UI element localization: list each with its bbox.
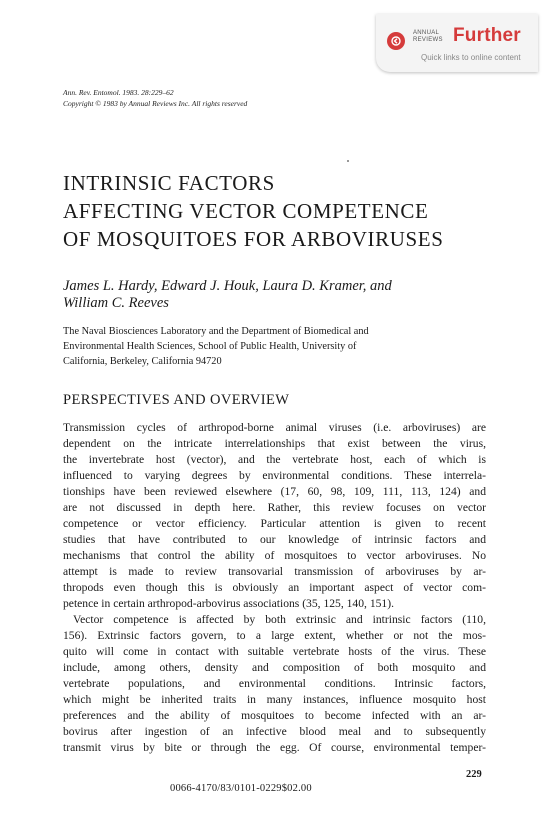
body-line: include, among others, density and composition of both mosquito and xyxy=(63,661,486,674)
body-line: thropods even though this is obviously an important aspect of vector com- xyxy=(63,581,486,594)
article-title xyxy=(63,169,444,253)
body-line: bovirus after ingestion of an infective blood meal and to subsequently xyxy=(63,725,486,738)
title-line: OF MOSQUITOES FOR ARBOVIRUSES xyxy=(63,227,444,251)
body-line: tionships have been reviewed elsewhere (17, 60, 98, 109, 111, 113, 124) and xyxy=(63,485,486,498)
body-line: influenced to varying degrees by environmental conditions. These interrela- xyxy=(63,469,486,482)
annual-reviews-logo xyxy=(413,30,443,44)
body-line: competence or vector efficiency. Particular attention is given to recent xyxy=(63,517,486,530)
body-line: petence in certain arthropod-arbovirus associations (35, 125, 140, 151). xyxy=(63,597,394,610)
authors-line: William C. Reeves xyxy=(63,295,169,311)
body-line: mechanisms that control the ability of mosquitoes to vector arboviruses. No xyxy=(63,549,486,562)
body-line: Transmission cycles of arthropod-borne animal viruses (i.e. arboviruses) are xyxy=(63,421,486,434)
body-line: are not discussed in depth here. Rather, this review focuses on vector xyxy=(63,501,486,514)
annual-text: ANNUAL xyxy=(413,30,440,36)
page-number: 229 xyxy=(466,769,482,780)
further-icon xyxy=(387,32,405,50)
price-code: 0066-4170/83/0101-0229$02.00 xyxy=(170,783,312,794)
body-line: studies that have contributed to our knowledge of intrinsic factors and xyxy=(63,533,486,546)
body-line: preferences and the ability of mosquitoes to become infected with an ar- xyxy=(63,709,486,722)
affiliation-line: California, Berkeley, California 94720 xyxy=(63,356,222,367)
body-line: transmit virus by bite or through the egg. Of course, environmental temper- xyxy=(63,741,486,754)
citation xyxy=(63,87,247,109)
body-line: attempt is made to review transovarial transmission of arboviruses by ar- xyxy=(63,565,486,578)
citation-line: Ann. Rev. Entomol. 1983. 28:229–62 xyxy=(63,88,174,97)
affiliation-line: The Naval Biosciences Laboratory and the Department of Biomedical and xyxy=(63,326,369,337)
further-links-banner[interactable] xyxy=(376,14,538,72)
title-line: AFFECTING VECTOR COMPETENCE xyxy=(63,199,429,223)
body-line: 156). Extrinsic factors govern, to a large extent, whether or not the mos- xyxy=(63,629,486,642)
speck xyxy=(347,160,349,162)
affiliation xyxy=(63,324,473,369)
authors-line: James L. Hardy, Edward J. Houk, Laura D. Kramer, and xyxy=(63,278,392,294)
body-text xyxy=(63,420,486,756)
affiliation-line: Environmental Health Sciences, School of Public Health, University of xyxy=(63,341,357,352)
body-line: quito will come in contact with suitable vertebrate hosts of the virus. These xyxy=(63,645,486,658)
authors xyxy=(63,278,392,312)
further-word: Further xyxy=(453,25,521,46)
further-subtitle: Quick links to online content xyxy=(421,53,521,62)
body-line: the invertebrate host (vector), and the vertebrate host, each of which is xyxy=(63,453,486,466)
body-line: dependent on the intricate interrelationships that exist between the virus, xyxy=(63,437,486,450)
copyright-line: Copyright © 1983 by Annual Reviews Inc. All rights reserved xyxy=(63,99,248,108)
reviews-text: REVIEWS xyxy=(413,37,443,43)
body-line: which might be inherited traits in many instances, influence mosquito host xyxy=(63,693,486,706)
section-heading: PERSPECTIVES AND OVERVIEW xyxy=(63,392,290,408)
title-line: INTRINSIC FACTORS xyxy=(63,171,275,195)
body-line: Vector competence is affected by both extrinsic and intrinsic factors (110, xyxy=(73,613,486,626)
body-line: vertebrate populations, and environmental conditions. Intrinsic factors, xyxy=(63,677,486,690)
